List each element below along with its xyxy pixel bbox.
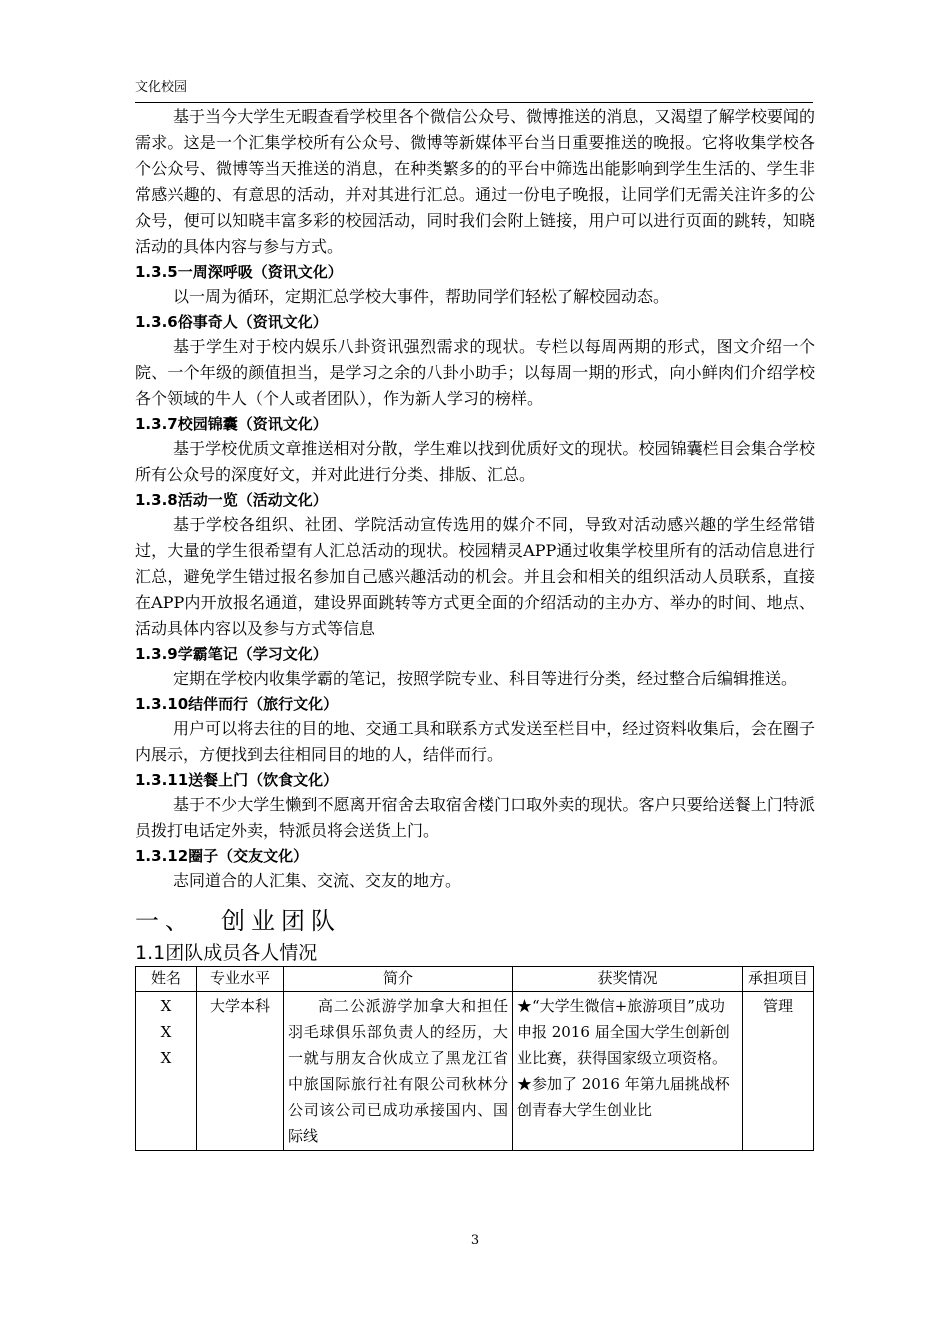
section-heading: 1.3.9学霸笔记（学习文化） (135, 645, 328, 663)
section-1-3-10 (135, 692, 815, 768)
section-heading: 1.3.11送餐上门（饮食文化） (135, 771, 339, 789)
name-line: X (160, 1049, 172, 1067)
section-heading: 1.3.7校园锦囊（资讯文化） (135, 415, 328, 433)
section-1-3-11 (135, 768, 815, 844)
intro-paragraph: 基于当今大学生无暇查看学校里各个微信公众号、微博推送的消息，又渴望了解学校要闻的需求。这是一个汇集学校所有公众号、微博等新媒体平台当日重要推送的晚报。它将收集学校各个公众号、微博等当天推送的消息，在种类繁多的的平台中筛选出能影响到学生生活的、学生非常感兴趣的、有意思的活动，并对其进行汇总。通过一份电子晚报，让同学们无需关注许多的公众号，便可以知晓丰富多彩的校园活动，同时我们会附上链接，用户可以进行页面的跳转，知晓活动的具体内容与参与方式。 (135, 107, 815, 256)
name-line: X (160, 997, 172, 1015)
chapter-heading (135, 904, 815, 938)
column-header-level: 专业水平 (197, 967, 284, 992)
section-body: 用户可以将去往的目的地、交通工具和联系方式发送至栏目中，经过资料收集后，会在圈子内展示，方便找到去往相同目的地的人，结伴而行。 (135, 719, 815, 764)
column-header-awards: 获奖情况 (513, 967, 743, 992)
member-awards-cell (513, 992, 743, 1151)
column-header-project: 承担项目 (743, 967, 814, 992)
table-row (136, 992, 814, 1151)
section-body: 志同道合的人汇集、交流、交友的地方。 (173, 871, 462, 890)
section-1-3-7 (135, 412, 815, 488)
award-item: ★参加了 2016 年第九届挑战杯创青春大学生创业比 (517, 1075, 730, 1119)
page-header (135, 80, 813, 103)
section-1-3-6 (135, 310, 815, 412)
column-header-intro: 简介 (284, 967, 513, 992)
chapter-number: 一、 (135, 907, 195, 935)
chapter-title: 创业团队 (221, 907, 341, 935)
member-name-cell (136, 992, 197, 1151)
member-level-cell: 大学本科 (197, 992, 284, 1151)
section-body: 基于不少大学生懒到不愿离开宿舍去取宿舍楼门口取外卖的现状。客户只要给送餐上门特派员拨打电话定外卖，特派员将会送货上门。 (135, 795, 815, 840)
section-body: 基于学校优质文章推送相对分散，学生难以找到优质好文的现状。校园锦囊栏目会集合学校所有公众号的深度好文，并对此进行分类、排版、汇总。 (135, 439, 815, 484)
column-header-name: 姓名 (136, 967, 197, 992)
header-title: 文化校园 (135, 80, 188, 95)
section-1-3-9 (135, 642, 815, 692)
section-body: 以一周为循环，定期汇总学校大事件，帮助同学们轻松了解校园动态。 (173, 287, 670, 306)
section-heading: 1.3.10结伴而行（旅行文化） (135, 695, 339, 713)
section-body: 定期在学校内收集学霸的笔记，按照学院专业、科目等进行分类，经过整合后编辑推送。 (173, 669, 798, 688)
member-intro-cell: 高二公派游学加拿大和担任羽毛球俱乐部负责人的经历，大一就与朋友合伙成立了黑龙江省中旅国际旅行社有限公司秋林分公司该公司已成功承接国内、国际线 (284, 992, 513, 1151)
team-members-table (135, 966, 814, 1151)
section-heading: 1.3.8活动一览（活动文化） (135, 491, 328, 509)
name-line: X (160, 1023, 172, 1041)
section-1-3-12 (135, 844, 815, 894)
award-item: ★“大学生微信+旅游项目”成功申报 2016 届全国大学生创新创业比赛，获得国家级立项资格。 (517, 997, 730, 1067)
subsection-heading: 1.1团队成员各人情况 (135, 942, 318, 964)
member-project-cell: 管理 (743, 992, 814, 1151)
section-heading: 1.3.12圈子（交友文化） (135, 847, 309, 865)
section-body: 基于学生对于校内娱乐八卦资讯强烈需求的现状。专栏以每周两期的形式，图文介绍一个院、一个年级的颜值担当，是学习之余的八卦小助手；以每周一期的形式，向小鲜肉们介绍学校各个领域的牛人（个人或者团队），作为新人学习的榜样。 (135, 337, 815, 408)
section-1-3-8 (135, 488, 815, 642)
document-body (135, 104, 815, 1151)
section-heading: 1.3.6俗事奇人（资讯文化） (135, 313, 328, 331)
section-body: 基于学校各组织、社团、学院活动宣传选用的媒介不同，导致对活动感兴趣的学生经常错过，大量的学生很希望有人汇总活动的现状。校园精灵APP通过收集学校里所有的活动信息进行汇总，避免学生错过报名参加自己感兴趣活动的机会。并且会和相关的组织活动人员联系，直接在APP内开放报名通道，建设界面跳转等方式更全面的介绍活动的主办方、举办的时间、地点、活动具体内容以及参与方式等信息 (135, 515, 815, 638)
page-number: 3 (470, 1233, 480, 1248)
table-header-row (136, 967, 814, 992)
section-heading: 1.3.5一周深呼吸（资讯文化） (135, 263, 343, 281)
section-1-3-5 (135, 260, 815, 310)
